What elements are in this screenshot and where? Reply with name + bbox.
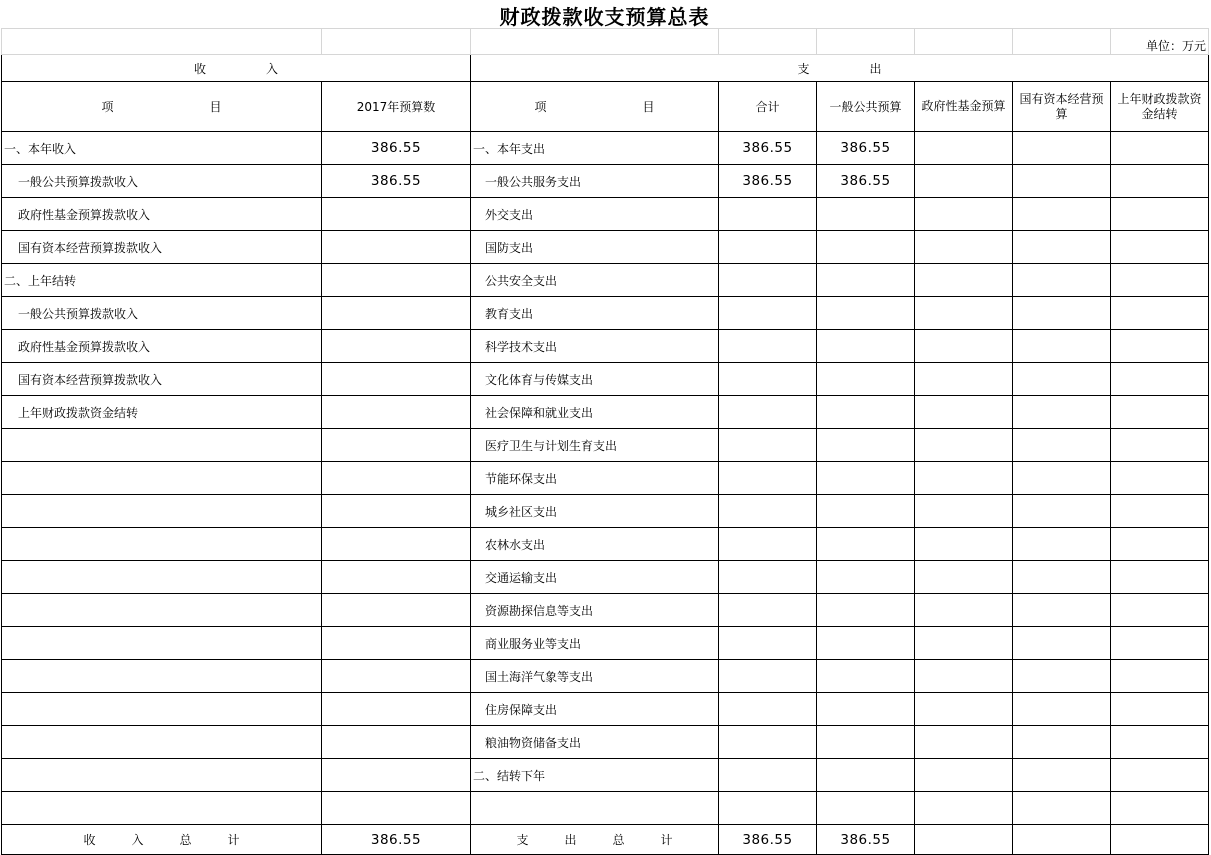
total-cell[interactable] (719, 429, 817, 462)
income-item-cell[interactable]: 一般公共预算拨款收入 (2, 297, 322, 330)
income-item-cell[interactable]: 国有资本经营预算拨款收入 (2, 363, 322, 396)
income-value-cell[interactable] (322, 561, 471, 594)
expense-section-header: 支 出 (471, 55, 1209, 82)
table-row (2, 396, 1209, 429)
expense-item-cell[interactable]: 社会保障和就业支出 (471, 396, 719, 429)
income-item-cell[interactable]: 一般公共预算拨款收入 (2, 165, 322, 198)
income-total-value[interactable]: 386.55 (322, 825, 471, 855)
gov-fund-cell[interactable] (915, 528, 1013, 561)
income-item-cell[interactable]: 一、本年收入 (2, 132, 322, 165)
carryover-cell[interactable] (1111, 528, 1209, 561)
income-value-cell[interactable] (322, 627, 471, 660)
gov-fund-budget-header: 政府性基金预算 (915, 82, 1013, 132)
total-cell[interactable] (719, 264, 817, 297)
general-budget-cell[interactable] (817, 297, 915, 330)
state-capital-cell[interactable] (1013, 462, 1111, 495)
total-cell[interactable] (719, 594, 817, 627)
state-capital-cell[interactable] (1013, 363, 1111, 396)
carryover-cell[interactable] (1111, 726, 1209, 759)
table-row (2, 693, 1209, 726)
carryover-cell[interactable] (1111, 462, 1209, 495)
column-header-row (2, 82, 1209, 132)
gov-fund-cell[interactable] (915, 693, 1013, 726)
totals-row (2, 825, 1209, 855)
gov-fund-cell[interactable] (915, 660, 1013, 693)
state-capital-cell[interactable] (1013, 429, 1111, 462)
state-capital-cell[interactable] (1013, 132, 1111, 165)
carryover-cell[interactable] (1111, 759, 1209, 792)
table-row (2, 759, 1209, 792)
expense-item-cell[interactable]: 国土海洋气象等支出 (471, 660, 719, 693)
income-value-cell[interactable] (322, 297, 471, 330)
income-item-cell[interactable] (2, 495, 322, 528)
expense-item-cell[interactable]: 国防支出 (471, 231, 719, 264)
expense-item-cell[interactable]: 一、本年支出 (471, 132, 719, 165)
income-section-header: 收 入 (2, 55, 471, 82)
expense-total-value[interactable]: 386.55 (719, 825, 817, 855)
expense-item-cell[interactable]: 住房保障支出 (471, 693, 719, 726)
total-cell[interactable] (719, 726, 817, 759)
total-cell[interactable] (719, 627, 817, 660)
general-budget-cell[interactable] (817, 363, 915, 396)
income-value-cell[interactable] (322, 759, 471, 792)
table-row (2, 363, 1209, 396)
total-cell[interactable] (719, 396, 817, 429)
income-item-cell[interactable] (2, 561, 322, 594)
gov-fund-cell[interactable] (915, 462, 1013, 495)
table-row (2, 330, 1209, 363)
income-item-cell[interactable] (2, 462, 322, 495)
expense-item-cell[interactable]: 商业服务业等支出 (471, 627, 719, 660)
general-budget-cell[interactable]: 386.55 (817, 132, 915, 165)
general-budget-cell[interactable] (817, 627, 915, 660)
general-budget-cell[interactable] (817, 429, 915, 462)
income-item-cell[interactable]: 政府性基金预算拨款收入 (2, 198, 322, 231)
total-cell[interactable] (719, 330, 817, 363)
total-cell[interactable] (719, 495, 817, 528)
gov-fund-cell[interactable] (915, 198, 1013, 231)
carryover-cell[interactable] (1111, 297, 1209, 330)
general-budget-cell[interactable] (817, 693, 915, 726)
income-value-cell[interactable]: 386.55 (322, 132, 471, 165)
expense-item-cell[interactable]: 城乡社区支出 (471, 495, 719, 528)
expense-item-cell[interactable]: 外交支出 (471, 198, 719, 231)
state-capital-total[interactable] (1013, 825, 1111, 855)
carryover-cell[interactable] (1111, 198, 1209, 231)
carryover-cell[interactable] (1111, 132, 1209, 165)
income-item-cell[interactable] (2, 528, 322, 561)
table-row (2, 132, 1209, 165)
general-budget-cell[interactable] (817, 330, 915, 363)
gov-fund-cell[interactable] (915, 132, 1013, 165)
total-cell[interactable] (719, 462, 817, 495)
gov-fund-total[interactable] (915, 825, 1013, 855)
income-item-cell[interactable] (2, 627, 322, 660)
gov-fund-cell[interactable] (915, 297, 1013, 330)
expense-total-label[interactable]: 支 出 总 计 (471, 825, 719, 855)
income-item-cell[interactable] (2, 792, 322, 825)
prior-year-carryover-header: 上年财政拨款资金结转 (1111, 82, 1209, 132)
state-capital-budget-header: 国有资本经营预算 (1013, 82, 1111, 132)
income-item-cell[interactable]: 国有资本经营预算拨款收入 (2, 231, 322, 264)
general-budget-total-value[interactable]: 386.55 (817, 825, 915, 855)
general-budget-cell[interactable] (817, 528, 915, 561)
gov-fund-cell[interactable] (915, 594, 1013, 627)
carryover-total[interactable] (1111, 825, 1209, 855)
expense-item-cell[interactable]: 资源勘探信息等支出 (471, 594, 719, 627)
expense-item-cell[interactable]: 教育支出 (471, 297, 719, 330)
total-header: 合计 (719, 82, 817, 132)
general-budget-cell[interactable] (817, 198, 915, 231)
gov-fund-cell[interactable] (915, 264, 1013, 297)
table-row (2, 297, 1209, 330)
carryover-cell[interactable] (1111, 561, 1209, 594)
table-row (2, 198, 1209, 231)
income-item-cell[interactable] (2, 594, 322, 627)
state-capital-cell[interactable] (1013, 528, 1111, 561)
sheet-title: 财政拨款收支预算总表 (499, 5, 710, 29)
gov-fund-cell[interactable] (915, 429, 1013, 462)
income-item-cell[interactable]: 二、上年结转 (2, 264, 322, 297)
table-row (2, 528, 1209, 561)
state-capital-cell[interactable] (1013, 792, 1111, 825)
carryover-cell[interactable] (1111, 792, 1209, 825)
state-capital-cell[interactable] (1013, 627, 1111, 660)
blank-grid-row (2, 29, 1209, 55)
general-budget-header: 一般公共预算 (817, 82, 915, 132)
income-value-cell[interactable] (322, 330, 471, 363)
table-row (2, 429, 1209, 462)
general-budget-cell[interactable] (817, 462, 915, 495)
state-capital-cell[interactable] (1013, 561, 1111, 594)
state-capital-cell[interactable] (1013, 726, 1111, 759)
expense-item-cell[interactable]: 交通运输支出 (471, 561, 719, 594)
table-row (2, 231, 1209, 264)
expense-item-cell[interactable]: 文化体育与传媒支出 (471, 363, 719, 396)
table-row (2, 627, 1209, 660)
income-item-cell[interactable] (2, 693, 322, 726)
budget-table (1, 28, 1209, 855)
state-capital-cell[interactable] (1013, 198, 1111, 231)
income-value-cell[interactable] (322, 792, 471, 825)
gov-fund-cell[interactable] (915, 396, 1013, 429)
income-value-cell[interactable] (322, 495, 471, 528)
total-cell[interactable] (719, 759, 817, 792)
income-value-cell[interactable] (322, 429, 471, 462)
table-row (2, 561, 1209, 594)
carryover-cell[interactable] (1111, 627, 1209, 660)
state-capital-cell[interactable] (1013, 594, 1111, 627)
gov-fund-cell[interactable] (915, 495, 1013, 528)
general-budget-cell[interactable] (817, 594, 915, 627)
income-item-cell[interactable] (2, 726, 322, 759)
income-item-cell[interactable] (2, 759, 322, 792)
total-cell[interactable] (719, 792, 817, 825)
total-cell[interactable] (719, 660, 817, 693)
general-budget-cell[interactable] (817, 264, 915, 297)
general-budget-cell[interactable] (817, 759, 915, 792)
gov-fund-cell[interactable] (915, 165, 1013, 198)
income-item-cell[interactable] (2, 429, 322, 462)
income-item-cell[interactable]: 政府性基金预算拨款收入 (2, 330, 322, 363)
expense-item-cell[interactable]: 科学技术支出 (471, 330, 719, 363)
general-budget-cell[interactable] (817, 231, 915, 264)
expense-item-cell[interactable]: 节能环保支出 (471, 462, 719, 495)
gov-fund-cell[interactable] (915, 726, 1013, 759)
state-capital-cell[interactable] (1013, 297, 1111, 330)
gov-fund-cell[interactable] (915, 231, 1013, 264)
unit-label: 单位：万元 (1111, 29, 1209, 55)
total-cell[interactable] (719, 363, 817, 396)
carryover-cell[interactable] (1111, 330, 1209, 363)
general-budget-cell[interactable] (817, 561, 915, 594)
carryover-cell[interactable] (1111, 693, 1209, 726)
expense-item-cell[interactable]: 粮油物资储备支出 (471, 726, 719, 759)
income-value-cell[interactable] (322, 363, 471, 396)
expense-item-cell[interactable]: 二、结转下年 (471, 759, 719, 792)
income-value-cell[interactable] (322, 198, 471, 231)
income-item-header: 项 目 (2, 82, 322, 132)
carryover-cell[interactable] (1111, 363, 1209, 396)
gov-fund-cell[interactable] (915, 759, 1013, 792)
income-total-label[interactable]: 收 入 总 计 (2, 825, 322, 855)
total-cell[interactable] (719, 561, 817, 594)
table-row (2, 264, 1209, 297)
total-cell[interactable] (719, 528, 817, 561)
general-budget-cell[interactable]: 386.55 (817, 165, 915, 198)
income-budget-header: 2017年预算数 (322, 82, 471, 132)
state-capital-cell[interactable] (1013, 165, 1111, 198)
gov-fund-cell[interactable] (915, 627, 1013, 660)
state-capital-cell[interactable] (1013, 495, 1111, 528)
table-row (2, 165, 1209, 198)
gov-fund-cell[interactable] (915, 561, 1013, 594)
section-header-row (2, 55, 1209, 82)
income-value-cell[interactable]: 386.55 (322, 165, 471, 198)
income-value-cell[interactable] (322, 396, 471, 429)
carryover-cell[interactable] (1111, 231, 1209, 264)
income-item-cell[interactable] (2, 660, 322, 693)
table-row (2, 792, 1209, 825)
state-capital-cell[interactable] (1013, 759, 1111, 792)
income-value-cell[interactable] (322, 462, 471, 495)
income-value-cell[interactable] (322, 528, 471, 561)
general-budget-cell[interactable] (817, 726, 915, 759)
total-cell[interactable]: 386.55 (719, 165, 817, 198)
table-row (2, 726, 1209, 759)
gov-fund-cell[interactable] (915, 363, 1013, 396)
income-value-cell[interactable] (322, 693, 471, 726)
total-cell[interactable] (719, 198, 817, 231)
expense-item-cell[interactable]: 农林水支出 (471, 528, 719, 561)
income-value-cell[interactable] (322, 231, 471, 264)
total-cell[interactable] (719, 297, 817, 330)
state-capital-cell[interactable] (1013, 693, 1111, 726)
carryover-cell[interactable] (1111, 660, 1209, 693)
gov-fund-cell[interactable] (915, 792, 1013, 825)
table-row (2, 495, 1209, 528)
income-value-cell[interactable] (322, 726, 471, 759)
income-value-cell[interactable] (322, 594, 471, 627)
general-budget-cell[interactable] (817, 495, 915, 528)
carryover-cell[interactable] (1111, 429, 1209, 462)
carryover-cell[interactable] (1111, 165, 1209, 198)
total-cell[interactable] (719, 231, 817, 264)
expense-item-cell[interactable] (471, 792, 719, 825)
income-value-cell[interactable] (322, 264, 471, 297)
carryover-cell[interactable] (1111, 396, 1209, 429)
general-budget-cell[interactable] (817, 660, 915, 693)
general-budget-cell[interactable] (817, 792, 915, 825)
table-row (2, 660, 1209, 693)
income-item-cell[interactable]: 上年财政拨款资金结转 (2, 396, 322, 429)
carryover-cell[interactable] (1111, 264, 1209, 297)
state-capital-cell[interactable] (1013, 264, 1111, 297)
state-capital-cell[interactable] (1013, 660, 1111, 693)
expense-item-header: 项 目 (471, 82, 719, 132)
income-value-cell[interactable] (322, 660, 471, 693)
expense-item-cell[interactable]: 公共安全支出 (471, 264, 719, 297)
state-capital-cell[interactable] (1013, 231, 1111, 264)
table-row (2, 462, 1209, 495)
general-budget-cell[interactable] (817, 396, 915, 429)
gov-fund-cell[interactable] (915, 330, 1013, 363)
expense-item-cell[interactable]: 医疗卫生与计划生育支出 (471, 429, 719, 462)
carryover-cell[interactable] (1111, 594, 1209, 627)
table-row (2, 594, 1209, 627)
state-capital-cell[interactable] (1013, 330, 1111, 363)
total-cell[interactable]: 386.55 (719, 132, 817, 165)
expense-item-cell[interactable]: 一般公共服务支出 (471, 165, 719, 198)
state-capital-cell[interactable] (1013, 396, 1111, 429)
total-cell[interactable] (719, 693, 817, 726)
carryover-cell[interactable] (1111, 495, 1209, 528)
